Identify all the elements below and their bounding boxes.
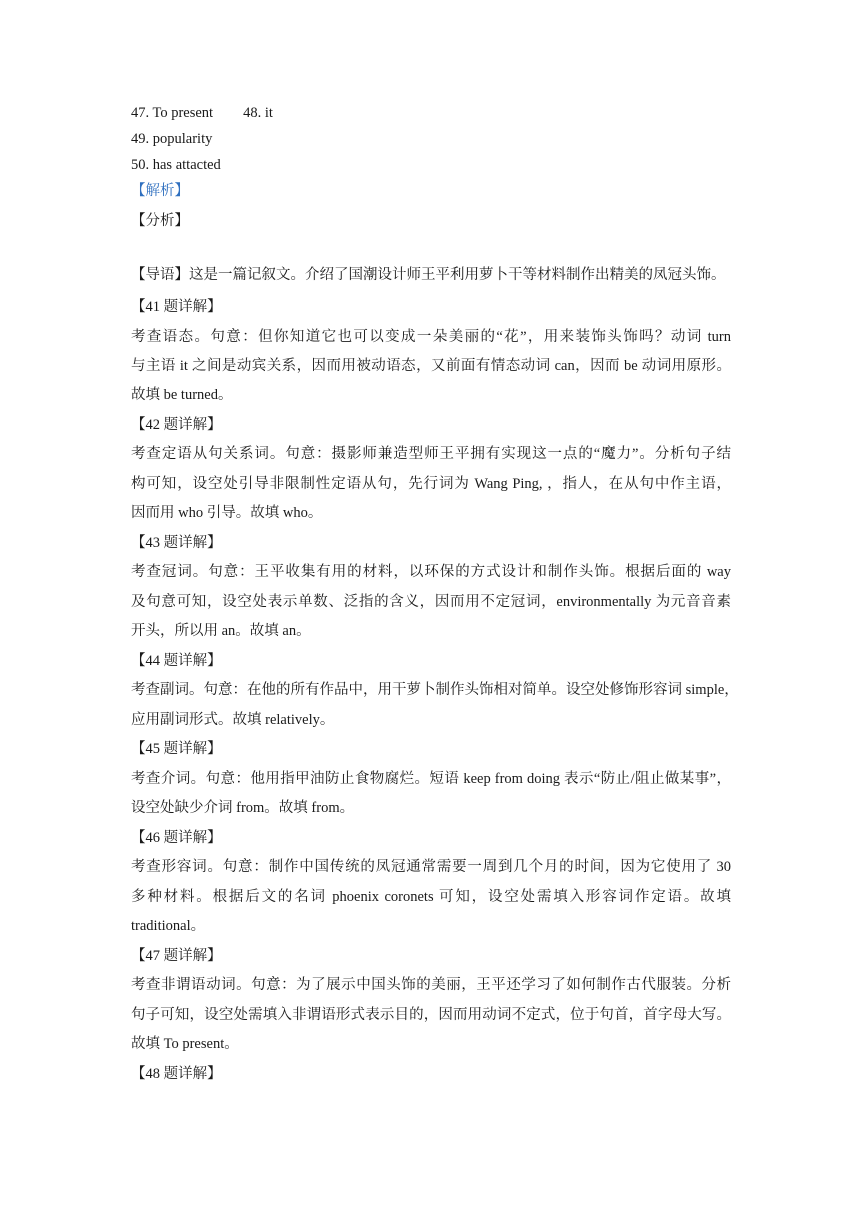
section-44-line-2: 应用副词形式。故填 relatively。 [131, 712, 335, 728]
section-43-line-2: 及句意可知，设空处表示单数、泛指的含义，因而用不定冠词，environmentally 为元音音素 [131, 594, 731, 610]
section-46-line-3: traditional。 [131, 918, 206, 934]
breakdown-label: 【分析】 [131, 213, 189, 229]
section-45-line-1: 考查介词。句意：他用指甲油防止食物腐烂。短语 keep from doing 表示“防止/阻止做某事”， [131, 771, 731, 787]
section-43-line-1: 考查冠词。句意：王平收集有用的材料，以环保的方式设计和制作头饰。根据后面的 way [131, 564, 731, 580]
section-43-line-3: 开头，所以用 an。故填 an。 [131, 623, 311, 639]
section-42-line-3: 因而用 who 引导。故填 who。 [131, 505, 323, 521]
section-heading-47: 【47 题详解】 [131, 948, 222, 964]
section-44-line-1: 考查副词。句意：在他的所有作品中，用干萝卜制作头饰相对简单。设空处修饰形容词 simple， [131, 682, 739, 698]
section-heading-43: 【43 题详解】 [131, 535, 222, 551]
answer-49: 49. popularity [131, 131, 213, 147]
section-heading-44: 【44 题详解】 [131, 653, 222, 669]
section-45-line-2: 设空处缺少介词 from。故填 from。 [131, 800, 355, 816]
section-heading-45: 【45 题详解】 [131, 741, 222, 757]
section-heading-46: 【46 题详解】 [131, 830, 222, 846]
section-heading-42: 【42 题详解】 [131, 417, 222, 433]
answer-50: 50. has attacted [131, 157, 221, 173]
section-46-line-2: 多种材料。根据后文的名词 phoenix coronets 可知，设空处需填入形容词作定语。故填 [131, 889, 731, 905]
section-42-line-1: 考查定语从句关系词。句意：摄影师兼造型师王平拥有实现这一点的“魔力”。分析句子结 [131, 446, 731, 462]
guide-paragraph: 【导语】这是一篇记叙文。介绍了国潮设计师王平利用萝卜干等材料制作出精美的凤冠头饰。 [131, 267, 726, 283]
answer-47: 47. To present [131, 105, 214, 121]
section-heading-41: 【41 题详解】 [131, 299, 222, 315]
section-46-line-1: 考查形容词。句意：制作中国传统的凤冠通常需要一周到几个月的时间，因为它使用了 30 [131, 859, 731, 875]
section-41-line-2: 与主语 it 之间是动宾关系，因而用被动语态，又前面有情态动词 can，因而 be 动词用原形。 [131, 358, 731, 374]
section-41-line-3: 故填 be turned。 [131, 387, 233, 403]
section-47-line-2: 句子可知，设空处需填入非谓语形式表示目的，因而用动词不定式，位于句首，首字母大写。 [131, 1007, 731, 1023]
section-41-line-1: 考查语态。句意：但你知道它也可以变成一朵美丽的“花”，用来装饰头饰吗？动词 turn [131, 329, 731, 345]
section-47-line-3: 故填 To present。 [131, 1036, 239, 1052]
answer-48: 48. it [243, 105, 273, 121]
analysis-label: 【解析】 [131, 183, 189, 199]
answer-row-47-48 [131, 103, 731, 123]
section-heading-48: 【48 题详解】 [131, 1066, 222, 1082]
section-47-line-1: 考查非谓语动词。句意：为了展示中国头饰的美丽，王平还学习了如何制作古代服装。分析 [131, 977, 731, 993]
section-42-line-2: 构可知，设空处引导非限制性定语从句，先行词为 Wang Ping, ，指人，在从句中作主语， [131, 476, 731, 492]
